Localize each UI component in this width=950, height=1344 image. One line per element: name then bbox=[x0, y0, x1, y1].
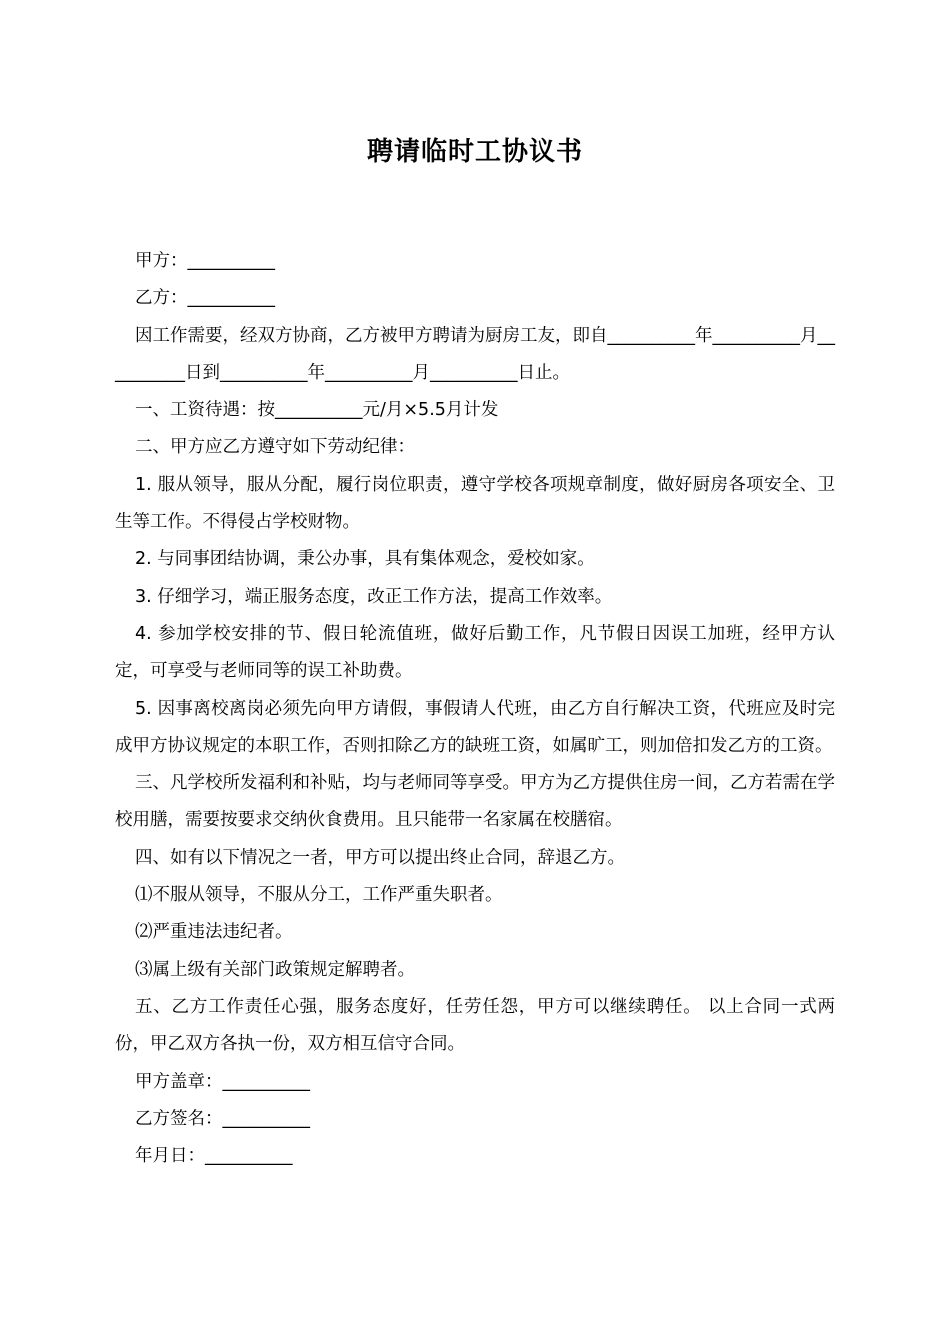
clause-5-renewal: 五、乙方工作责任心强，服务态度好，任劳任怨，甲方可以继续聘任。 以上合同一式两份，甲乙双方各执一份，双方相互信守合同。 bbox=[115, 996, 835, 1055]
party-b-signature-line: 乙方签名：__________ bbox=[135, 1108, 310, 1129]
document-title: 聘请临时工协议书 bbox=[366, 137, 583, 167]
clause-2-heading: 二、甲方应乙方遵守如下劳动纪律： bbox=[135, 437, 415, 458]
discipline-item-4: 4. 参加学校安排的节、假日轮流值班，做好后勤工作，凡节假日因误工加班，经甲方认定，可享受与老师同等的误工补助费。 bbox=[115, 623, 835, 682]
termination-item-1: ⑴不服从领导，不服从分工，工作严重失职者。 bbox=[135, 885, 503, 906]
agreement-period-paragraph: 因工作需要，经双方协商，乙方被甲方聘请为厨房工友，即自__________年__________月__________日到__________年__________月__________日止。 bbox=[115, 325, 835, 383]
party-a-seal-line: 甲方盖章：__________ bbox=[135, 1071, 310, 1092]
clause-3-benefits: 三、凡学校所发福利和补贴，均与老师同等享受。甲方为乙方提供住房一间，乙方若需在学校用膳，需要按要求交纳伙食费用。且只能带一名家属在校膳宿。 bbox=[115, 773, 835, 831]
document-body bbox=[115, 243, 835, 1175]
clause-1-salary: 一、工资待遇：按__________元/月×5.5月计发 bbox=[135, 400, 499, 421]
clause-4-termination: 四、如有以下情况之一者，甲方可以提出终止合同，辞退乙方。 bbox=[135, 847, 625, 868]
party-b-line: 乙方：__________ bbox=[135, 288, 275, 309]
discipline-item-5: 5. 因事离校离岗必须先向甲方请假，事假请人代班，由乙方自行解决工资，代班应及时完成甲方协议规定的本职工作，否则扣除乙方的缺班工资，如属旷工，则加倍扣发乙方的工资。 bbox=[115, 698, 835, 756]
termination-item-3: ⑶属上级有关部门政策规定解聘者。 bbox=[135, 959, 415, 980]
discipline-item-1: 1. 服从领导，服从分配，履行岗位职责，遵守学校各项规章制度，做好厨房各项安全、卫生等工作。不得侵占学校财物。 bbox=[115, 474, 835, 533]
discipline-item-2: 2. 与同事团结协调，秉公办事，具有集体观念，爱校如家。 bbox=[135, 549, 595, 570]
date-line: 年月日：__________ bbox=[135, 1146, 293, 1167]
party-a-line: 甲方：__________ bbox=[135, 251, 275, 271]
discipline-item-3: 3. 仔细学习，端正服务态度，改正工作方法，提高工作效率。 bbox=[135, 586, 613, 607]
termination-item-2: ⑵严重违法违纪者。 bbox=[135, 922, 293, 943]
